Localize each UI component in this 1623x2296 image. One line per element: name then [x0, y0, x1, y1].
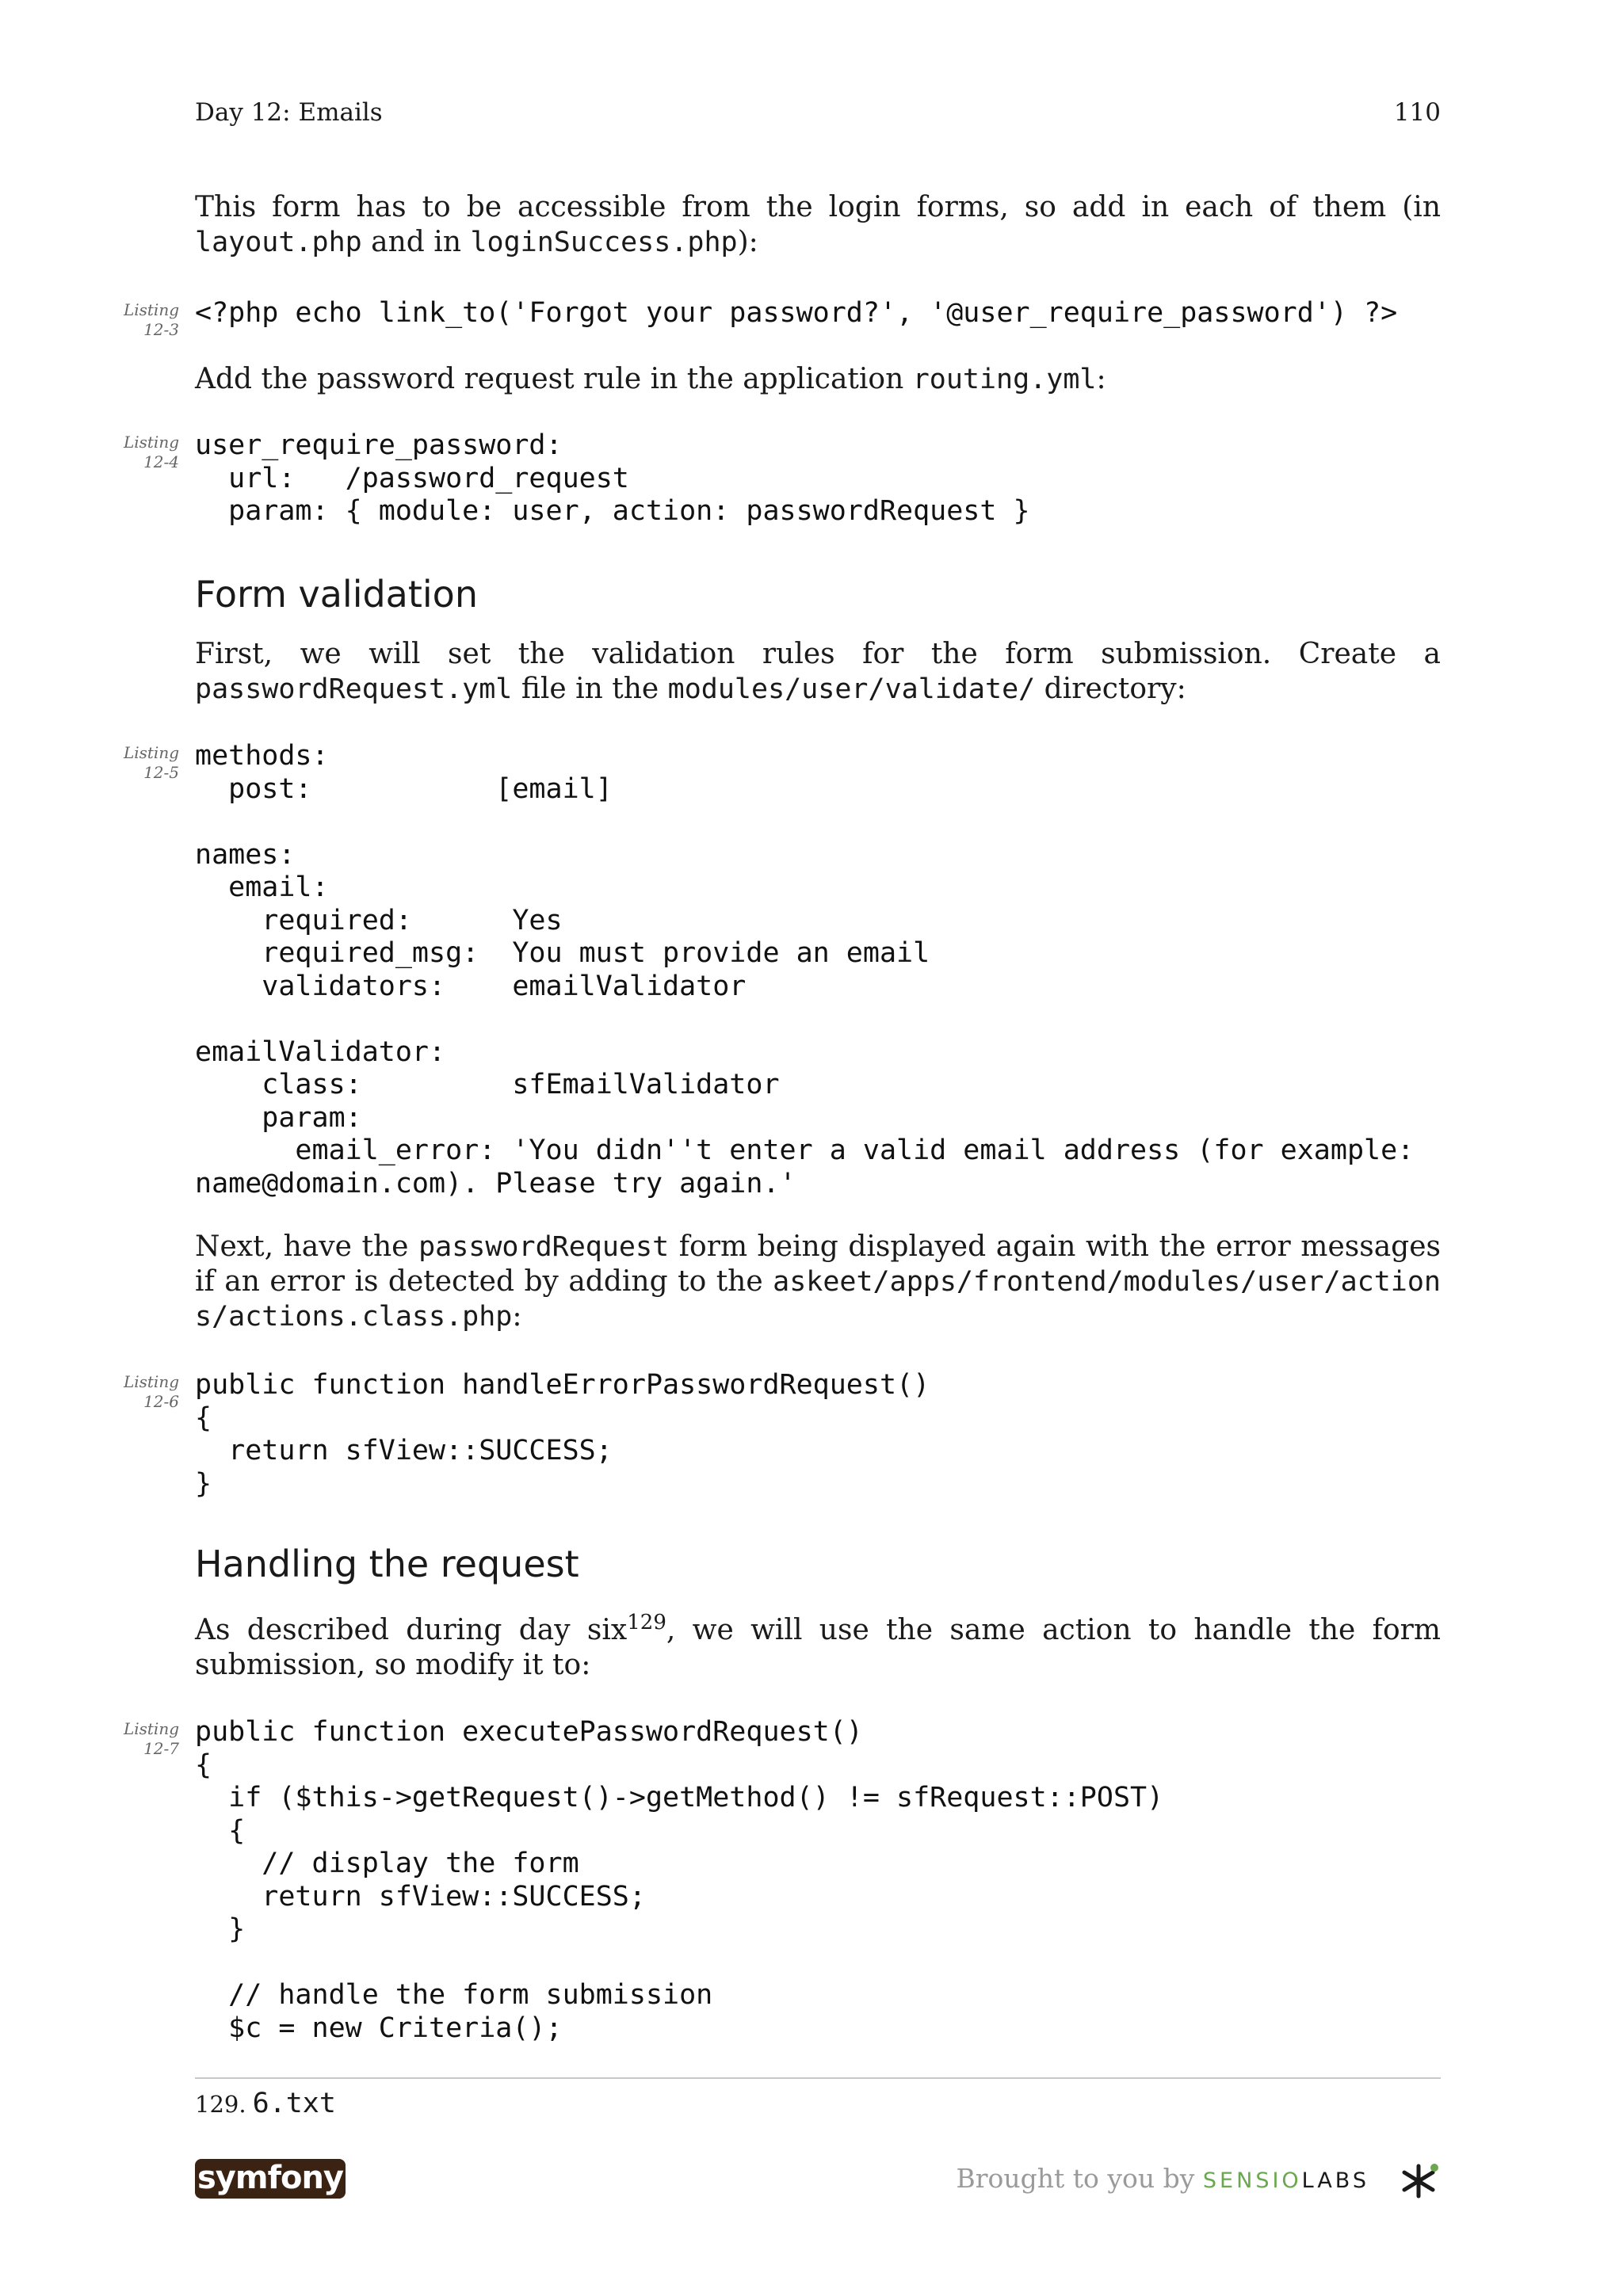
listing-label: [119, 433, 179, 472]
footnote-divider: [195, 2077, 1441, 2079]
code-block: public function executePasswordRequest() { if ($this->getRequest()->getMethod() != sfRequest::POST) { // display the form return sfView::SUCCESS; } // handle the form submission $c = new Criteria();: [195, 1716, 1164, 2044]
inline-code: passwordRequest.yml: [195, 673, 513, 705]
text-run: As described during day six: [195, 1614, 628, 1646]
running-header-chapter: Day 12: Emails: [195, 98, 383, 127]
code-block: user_require_password: url: /password_request param: { module: user, action: passwordRequest }: [195, 429, 1030, 527]
footnote-link[interactable]: 6.txt: [252, 2088, 336, 2119]
running-header-page-number: 110: [1393, 98, 1441, 127]
inline-code: layout.php: [195, 227, 362, 258]
brought-by-credit: [957, 2161, 1370, 2199]
paragraph-error-display: [195, 1230, 1441, 1334]
paragraph-login-forms: [195, 190, 1441, 260]
text-run: and in: [361, 226, 471, 258]
sensiolabs-wordmark: [1203, 2168, 1369, 2193]
labs-text: LABS: [1301, 2168, 1369, 2193]
listing-label: [119, 1372, 179, 1412]
code-block: public function handleErrorPasswordRequest() { return sfView::SUCCESS; }: [195, 1369, 930, 1500]
listing-label: [119, 743, 179, 783]
listing-label-number: 12-3: [143, 320, 179, 339]
sensio-text: SENSIO: [1202, 2168, 1302, 2193]
section-heading-handling-request: Handling the request: [195, 1543, 579, 1585]
text-run: First, we will set the validation rules for the form submission. Create a: [195, 638, 1441, 670]
code-block: methods: post: [email] names: email: required: Yes required_msg: You must provide an email validators: emailValidator emailValidator: class: sfEmailValidator param: email_error: 'You didn''t enter a valid email address (for example: name@domain.com). Please try again.': [195, 740, 1415, 1199]
paragraph-routing: [195, 362, 1441, 397]
listing-label-word: Listing: [123, 300, 179, 319]
text-run: form being displayed again with the error messages if an error is detected by adding to the: [195, 1230, 1441, 1298]
code-block: <?php echo link_to('Forgot your password?', '@user_require_password') ?>: [195, 297, 1398, 329]
text-run: :: [512, 1300, 522, 1333]
text-run: ):: [737, 226, 758, 258]
listing-label-number: 12-7: [143, 1739, 179, 1758]
section-heading-form-validation: Form validation: [195, 573, 478, 616]
listing-label-number: 12-5: [143, 763, 179, 782]
text-run: :: [1096, 363, 1106, 395]
inline-code: loginSuccess.php: [470, 227, 738, 258]
sensiolabs-logo-icon: [1395, 2161, 1442, 2201]
listing-label-word: Listing: [123, 743, 179, 762]
text-run: Add the password request rule in the application: [195, 363, 913, 395]
text-run: Next, have the: [195, 1230, 419, 1263]
listing-label-word: Listing: [123, 433, 179, 452]
footnote-number: 129.: [195, 2091, 246, 2118]
footnote: [195, 2081, 336, 2126]
inline-code: routing.yml: [912, 364, 1097, 395]
listing-label-word: Listing: [123, 1372, 179, 1391]
listing-label-number: 12-4: [143, 452, 179, 471]
text-run: file in the: [512, 673, 668, 705]
listing-label: [119, 300, 179, 340]
inline-code: passwordRequest: [418, 1231, 670, 1263]
symfony-logo: symfony: [195, 2159, 346, 2199]
paragraph-validation-rules: [195, 637, 1441, 707]
text-run: , we will use the same action to handle the form submission, so modify it to:: [195, 1614, 1442, 1681]
inline-code: modules/user/validate/: [667, 673, 1036, 705]
text-run: This form has to be accessible from the login forms, so add in each of them (in: [195, 191, 1441, 223]
footnote-reference[interactable]: 129: [627, 1611, 666, 1634]
paragraph-day-six: [195, 1613, 1441, 1683]
inline-code: askeet/apps/frontend/modules/user/actions/actions.class.php: [195, 1266, 1441, 1333]
listing-label-number: 12-6: [143, 1392, 179, 1411]
listing-label: [119, 1719, 179, 1759]
brought-by-text: Brought to you by: [956, 2163, 1195, 2194]
text-run: directory:: [1035, 673, 1186, 705]
listing-label-word: Listing: [123, 1719, 179, 1738]
